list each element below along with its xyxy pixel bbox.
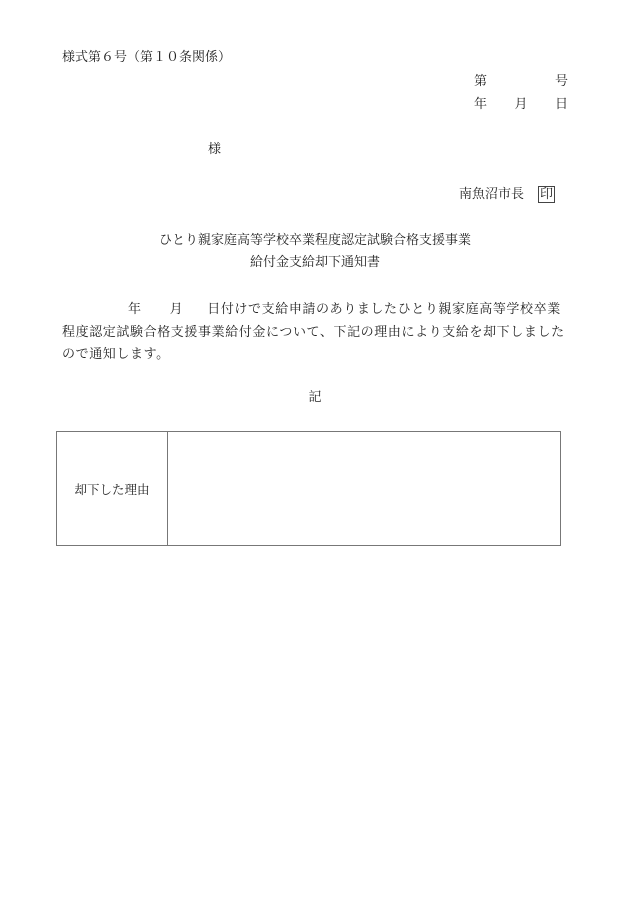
ki-heading: 記 bbox=[308, 390, 322, 405]
date-day: 日 bbox=[554, 97, 568, 112]
seal-icon: 印 bbox=[540, 187, 554, 202]
body-year: 年 bbox=[128, 302, 142, 317]
reason-value-field[interactable] bbox=[168, 432, 560, 545]
body-paragraph bbox=[62, 299, 578, 367]
body-line-1-text: 日付けで支給申請のありましたひとり親家庭高等学校卒業 bbox=[207, 302, 561, 317]
document-title-line1: ひとり親家庭高等学校卒業程度認定試験合格支援事業 bbox=[158, 233, 471, 248]
form-number: 様式第６号（第１０条関係） bbox=[62, 50, 232, 65]
document-number bbox=[474, 74, 568, 90]
addressee: 様 bbox=[208, 142, 222, 157]
body-line-1 bbox=[62, 299, 578, 322]
issuer bbox=[459, 186, 555, 203]
body-month: 月 bbox=[169, 302, 184, 317]
body-line-2: 程度認定試験合格支援事業給付金について、下記の理由により支給を却下しました bbox=[62, 324, 565, 340]
reason-table bbox=[56, 431, 561, 546]
date-month: 月 bbox=[514, 97, 528, 112]
issuer-name: 南魚沼市長 bbox=[459, 186, 525, 202]
reason-label: 却下した理由 bbox=[57, 432, 168, 545]
issue-date bbox=[474, 97, 568, 113]
document-number-prefix: 第 bbox=[474, 74, 488, 89]
body-line-3: ので通知します。 bbox=[62, 347, 170, 362]
document-title-line2: 給付金支給却下通知書 bbox=[249, 255, 380, 270]
document-number-suffix: 号 bbox=[554, 74, 568, 89]
date-year: 年 bbox=[474, 97, 488, 112]
